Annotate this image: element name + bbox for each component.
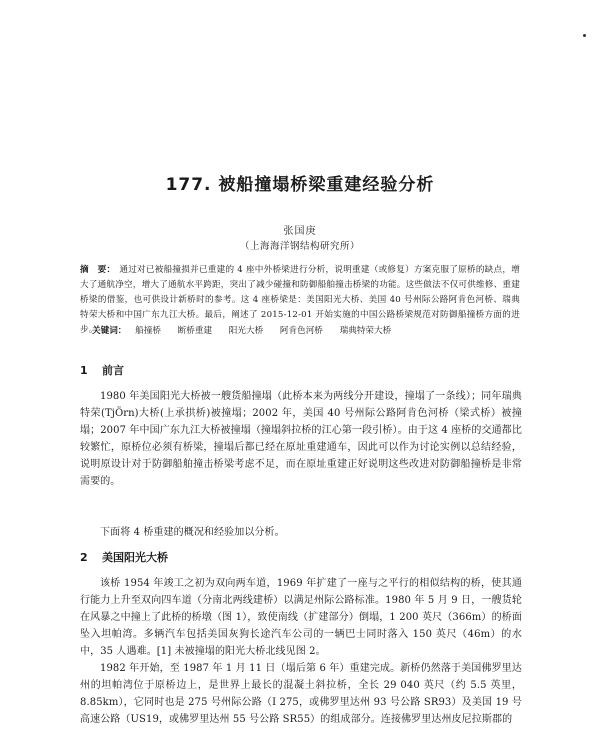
scan-speck bbox=[583, 34, 586, 37]
abstract-text: 通过对已被船撞损并已重建的 4 座中外桥梁进行分析，说明重建（或修复）方案克服了原桥的缺点，增大了通航净空，增大了通航水平跨距，突出了减少碰撞和防御船舶撞击桥梁的功能。这些做法不仅可供维修、重建桥梁的借鉴，也可供设计新桥时的参考。这 4 座桥梁是：美国阳光大桥、美国 40 号州际公路阿肯色河桥、瑞典特荣大桥和中国广东九江大桥。最后，阐述了 2015-12-01 开始实施的中国公路桥梁规范对防御船撞桥方面的进步。 bbox=[80, 265, 520, 335]
section-title: 前言 bbox=[102, 364, 124, 377]
keyword: 瑞典特荣大桥 bbox=[339, 326, 392, 336]
author-name: 张国庚 bbox=[283, 226, 317, 237]
author-affiliation: （上海海洋钢结构研究所） bbox=[239, 241, 360, 252]
section-number: 1 bbox=[80, 364, 88, 377]
section-heading bbox=[80, 549, 168, 565]
paragraph: 1980 年美国阳光大桥被一艘货船撞塌（此桥本来为两线分开建设，撞塌了一条线）；同年瑞典特荣(TjÖrn)大桥(上承拱桥)被撞塌；2002 年，美国 40 号州际公路阿肯色河桥（梁式桥）被撞塌；2007 年中国广东九江大桥被撞塌（撞塌斜拉桥的江心第一段引桥）。由于这 4 座桥的交通都比较繁忙，原桥位必须有桥梁，撞塌后都已经在原址重建通车，因此可以作为讨论实例以总结经验，说明原设计对于防御船舶撞击桥梁考虑不足，而在原址重建正好说明这些改进对防御船撞桥是非常需要的。 bbox=[80, 391, 522, 487]
section-heading bbox=[80, 362, 124, 378]
section-number: 2 bbox=[80, 551, 88, 564]
paragraph: 该桥 1954 年竣工之初为双向两车道，1969 年扩建了一座与之平行的相似结构的桥，使其通行能力上升至双向四车道（分南北两线建桥）以满足州际公路标准。1980 年 5 月 9 日，一艘货轮在风暴之中撞上了此桥的桥墩（图 1），致使南线（扩建部分）倒塌，1 200 英尺（366m）的桥面坠入坦帕湾。多辆汽车包括美国灰狗长途汽车公司的一辆巴士同时落入 150 英尺（46m）的水中，35 人遇难。[1] 未被撞塌的阳光大桥北线见图 2。 bbox=[80, 578, 522, 657]
keyword: 阳光大桥 bbox=[228, 326, 264, 336]
section-title: 美国阳光大桥 bbox=[102, 551, 168, 564]
paragraph: 1982 年开始，至 1987 年 1 月 11 日（塌后第 6 年）重建完成。新桥仍然落于美国佛罗里达州的坦帕湾位于原桥边上，是世界上最长的混凝土斜拉桥，全长 29 040 英尺（约 5.5 英里，8.85km），它同时也是 275 号州际公路（I 275，或佛罗里达州 93 号公路 SR93）及美国 19 号高速公路（US19，或佛罗里达州 55 号公路 SR55）的组成部分。连接佛罗里达州皮尼拉斯郡的 bbox=[80, 663, 522, 725]
keyword: 断桥重建 bbox=[177, 326, 213, 336]
keyword: 船撞桥 bbox=[135, 326, 161, 336]
keyword: 阿肯色河桥 bbox=[279, 326, 323, 336]
keywords bbox=[92, 324, 522, 339]
keywords-label: 关键词： bbox=[92, 326, 127, 336]
paragraph: 下面将 4 桥重建的概况和经验加以分析。 bbox=[100, 527, 285, 538]
paper-title: 177. 被船撞塌桥梁重建经验分析 bbox=[165, 175, 435, 195]
abstract-label: 摘 要： bbox=[80, 265, 116, 275]
